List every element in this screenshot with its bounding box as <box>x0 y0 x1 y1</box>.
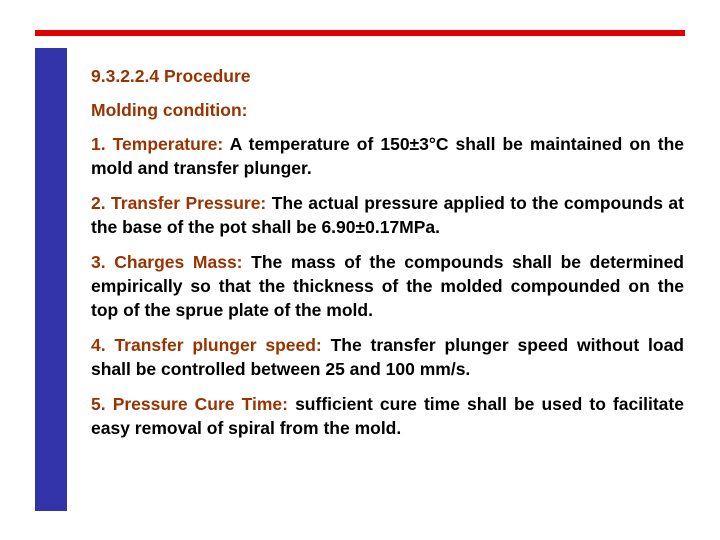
item-term: Charges Mass: <box>114 252 243 272</box>
item-text: The actual pressure applied to the compounds at the base of the pot shall be 6.90±0.17MPa. <box>91 193 684 237</box>
side-accent-bar <box>35 48 67 511</box>
item-text: A temperature of 150±3°C shall be maintained on the mold and transfer plunger. <box>91 134 684 178</box>
molding-condition-heading: Molding condition: <box>91 100 248 120</box>
slide-content <box>91 64 684 451</box>
top-accent-bar <box>35 30 685 36</box>
section-title: 9.3.2.2.4 Procedure <box>91 66 251 86</box>
item-number: 2. <box>91 193 106 213</box>
item-number: 5. <box>91 394 106 414</box>
item-text: The mass of the compounds shall be determined empirically so that the thickness of the molded compounded on the top of the sprue plate of the mold. <box>91 252 684 320</box>
item-number: 1. <box>91 134 106 154</box>
condition-item-cure-time <box>91 392 684 440</box>
item-text: The transfer plunger speed without load shall be controlled between 25 and 100 mm/s. <box>91 335 684 379</box>
condition-item-charges-mass <box>91 250 684 322</box>
condition-item-transfer-pressure <box>91 191 684 239</box>
item-term: Transfer plunger speed: <box>114 335 322 355</box>
item-term: Temperature: <box>112 134 224 154</box>
item-term: Pressure Cure Time: <box>112 394 288 414</box>
condition-item-plunger-speed <box>91 333 684 381</box>
condition-item-temperature <box>91 132 684 180</box>
item-text: sufficient cure time shall be used to facilitate easy removal of spiral from the mold. <box>91 394 684 438</box>
item-term: Transfer Pressure: <box>111 193 267 213</box>
item-number: 4. <box>91 335 106 355</box>
item-number: 3. <box>91 252 106 272</box>
